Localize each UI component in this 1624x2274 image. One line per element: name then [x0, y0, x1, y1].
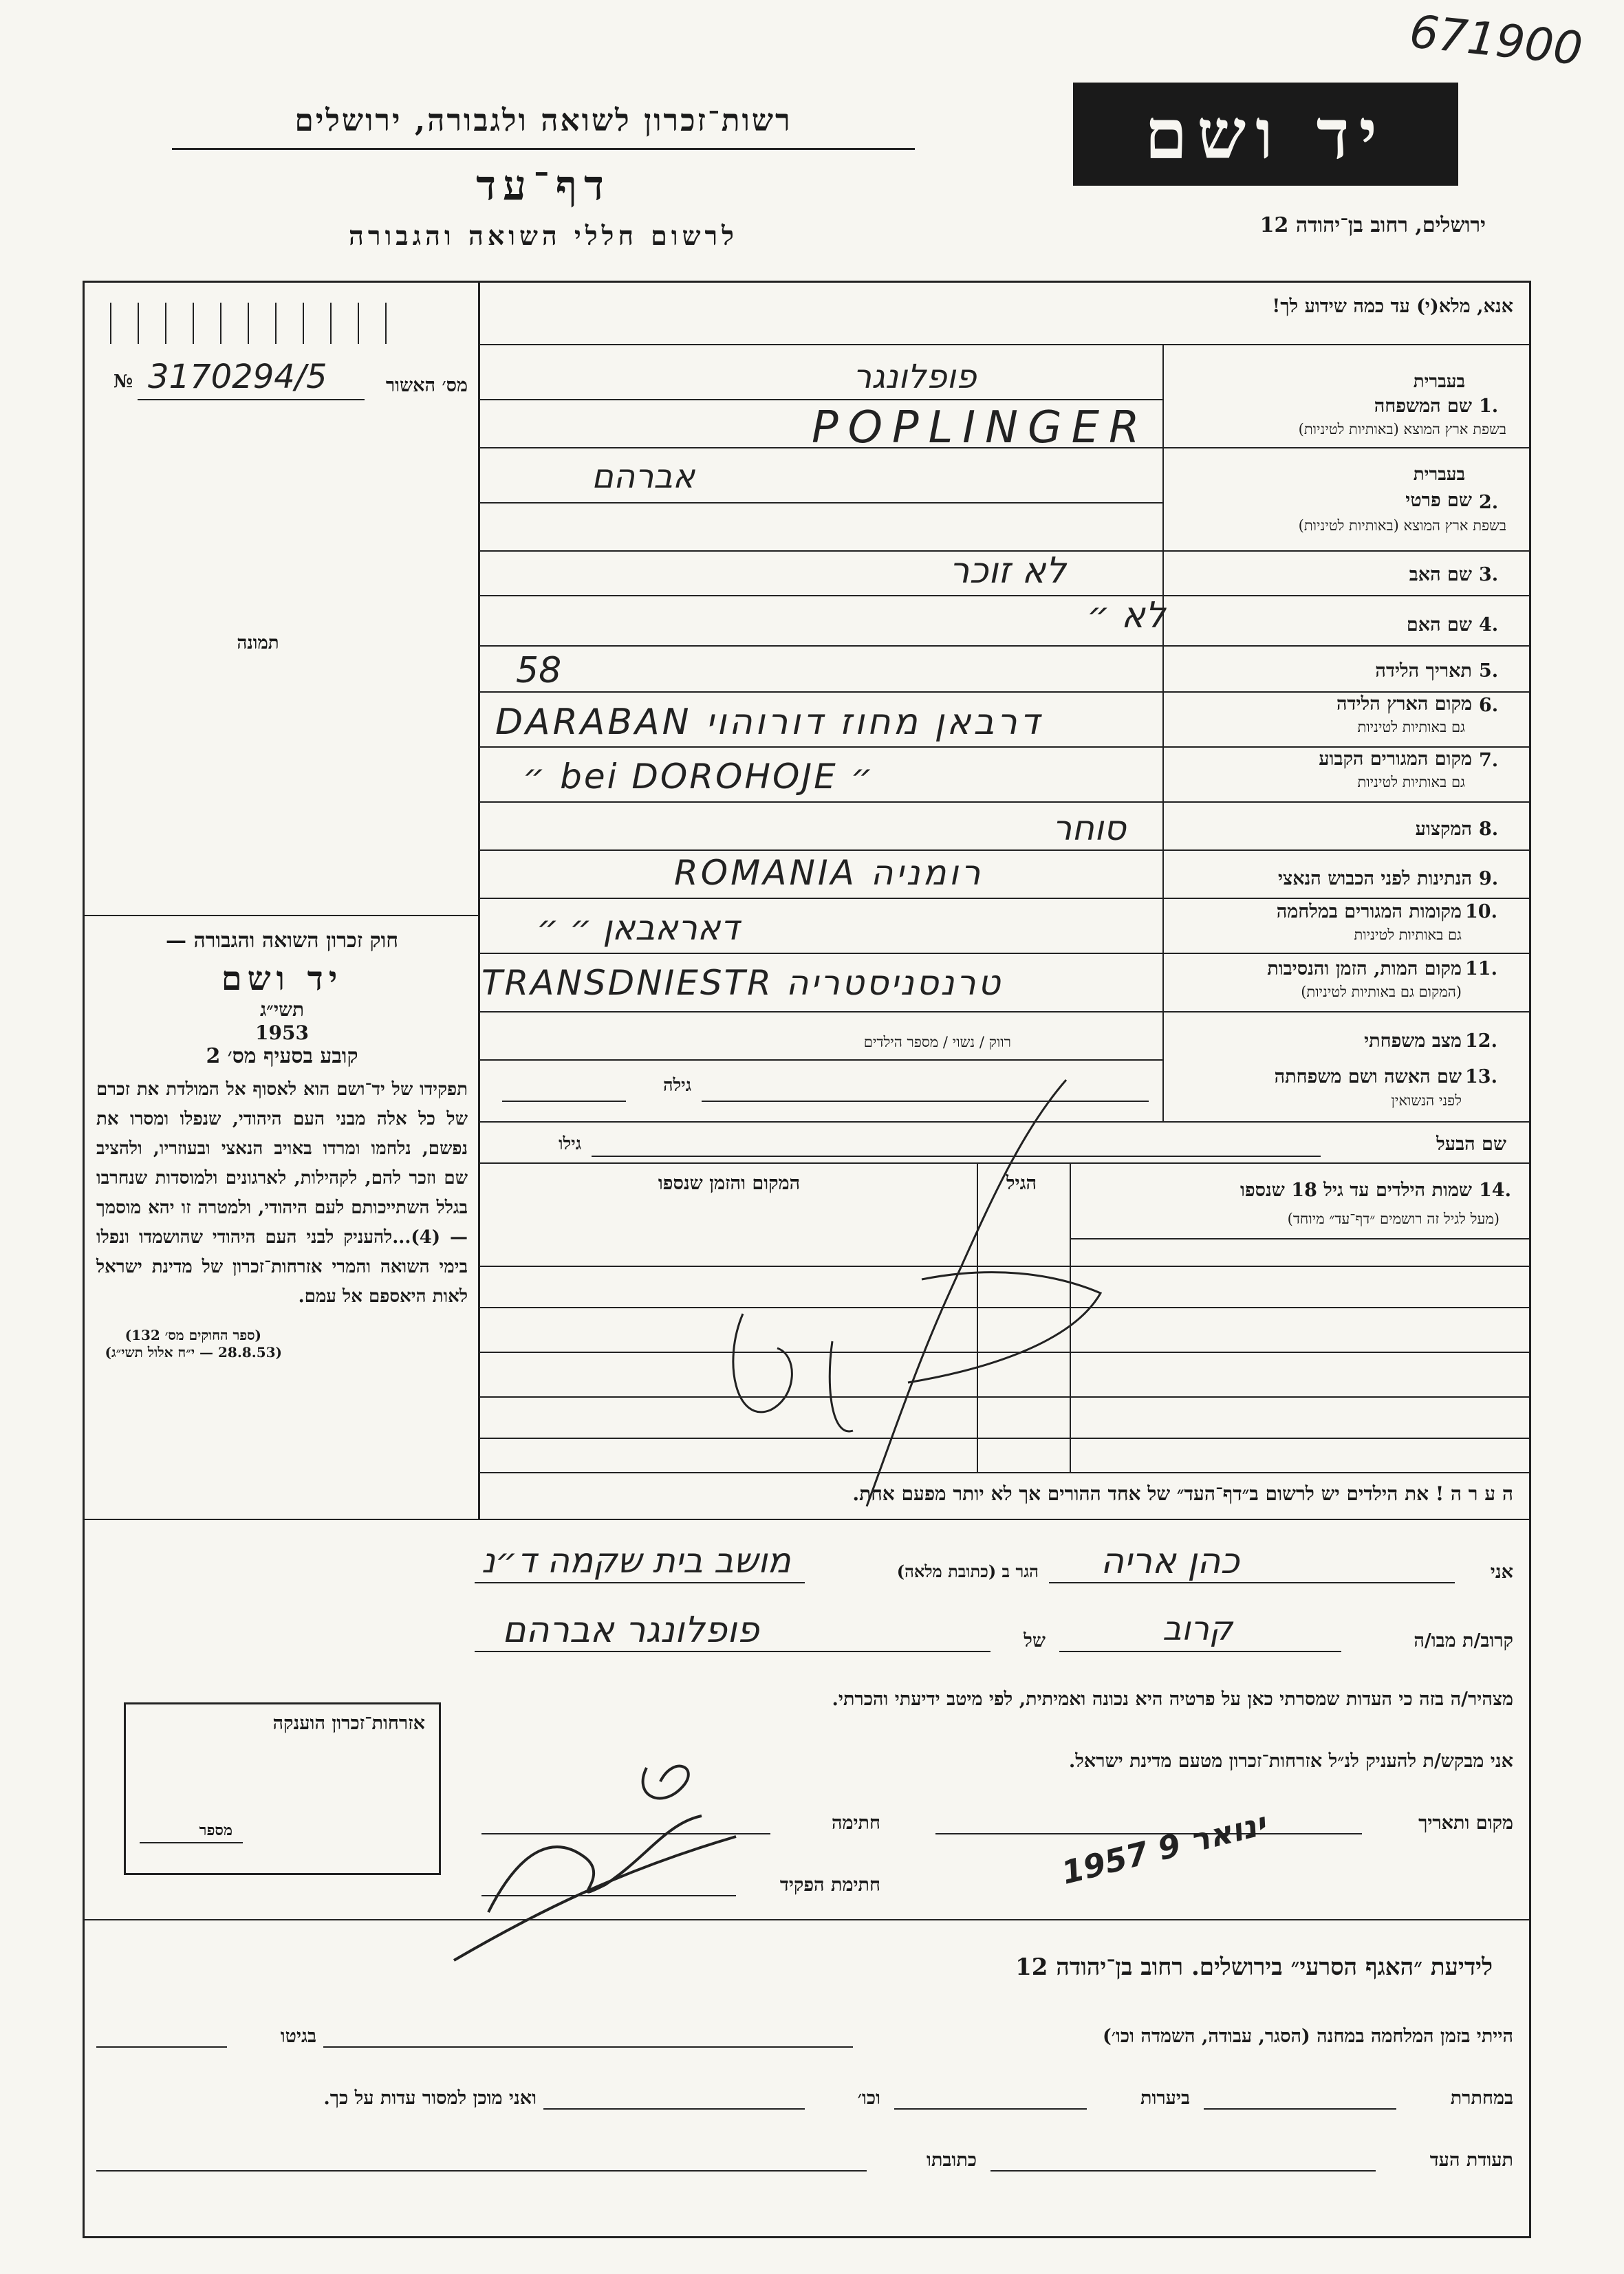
official-stroke-2	[733, 1314, 792, 1412]
field-3-number: 3.	[1479, 564, 1499, 585]
field-1-sub: בשפת ארץ המוצא (באותיות לטיניות)	[1298, 421, 1506, 437]
age2-label: גילו	[559, 1134, 581, 1154]
field-11-value: TRANSDNIESTR טרנסניסטריה	[481, 963, 1003, 1003]
field-13-number: 13.	[1465, 1066, 1497, 1087]
approval-label: מס׳ האשור	[385, 375, 468, 396]
official-signature	[660, 1066, 1142, 1513]
footer-heading: לידיעת ״האגף הסרעי״ בירושלים. רחוב בן־יהודה 12	[1015, 1953, 1493, 1981]
official-stroke-1	[867, 1080, 1066, 1506]
field-3-label: שם האב	[1409, 564, 1472, 585]
field-2-label: שם פרטי	[1405, 490, 1472, 511]
field-10-sub: גם באותיות לטיניות	[1354, 927, 1462, 943]
field-4-value: לא ״	[1087, 595, 1166, 636]
signature-stroke-1	[488, 1816, 702, 1912]
children-number: 14.	[1479, 1180, 1511, 1201]
declarant-signature	[440, 1740, 757, 1967]
footer-line2c: וכו׳	[857, 2088, 880, 2109]
field-11-sub: (המקום גם באותיות לטיניות)	[1301, 984, 1462, 1000]
citizenship-number-label: מספר	[199, 1821, 232, 1839]
field-4-label: שם האם	[1406, 614, 1472, 636]
field-6-label: מקום הארץ הלידה	[1336, 693, 1472, 715]
footer-line2b: ביערות	[1140, 2088, 1190, 2109]
header-authority: רשות־זכרון לשואה ולגבורה, ירושלים	[294, 103, 792, 138]
field-12-number: 12.	[1465, 1030, 1497, 1052]
header-title: דף־עד	[476, 162, 611, 210]
instruction: אנא, מלא(י) עד כמה שידוע לך!	[1272, 296, 1513, 317]
header-address: ירושלים, רחוב בן־יהודה 12	[1259, 213, 1486, 237]
field-9-label: הנתינות לפני הכבוש הנאצי	[1277, 868, 1472, 889]
place-date-label: מקום ותאריך	[1418, 1812, 1513, 1834]
declarant-i-label: אני	[1490, 1561, 1513, 1583]
field-1-number: 1.	[1479, 396, 1499, 417]
approval-boxes	[110, 303, 461, 344]
law-year: תשי״ג	[259, 998, 305, 1021]
field-12-label: מצב משפחתי	[1364, 1030, 1462, 1052]
field-8-number: 8.	[1479, 819, 1499, 840]
field-5-value: 58	[516, 650, 562, 691]
field-2-sub: בשפת ארץ המוצא (באותיות לטיניות)	[1298, 517, 1506, 534]
citizenship-title: אזרחות־זכרון הוענקה	[272, 1713, 425, 1734]
date-stamp: 1957 ינואר 9	[1057, 1805, 1270, 1892]
field-11-number: 11.	[1465, 958, 1497, 979]
approval-prefix: №	[113, 371, 133, 392]
field-7-number: 7.	[1479, 750, 1499, 771]
field-13-label: שם האשה ושם משפחתה	[1274, 1066, 1462, 1087]
footer-line2-end: ואני מוכן למסור עדות על כך.	[323, 2088, 537, 2109]
field-8-label: המקצוע	[1415, 819, 1472, 840]
children-sub: (מעל לגיל זה רושמים ״דף־עד״ מיוחד)	[1287, 1211, 1500, 1227]
declarant-of-label: של	[1024, 1630, 1046, 1652]
field-1-label: שם המשפחה	[1374, 396, 1472, 417]
header-subtitle: לרשום חללי השואה והגבורה	[349, 220, 738, 251]
age-label: גילה	[663, 1075, 691, 1095]
law-greg: 1953	[255, 1021, 309, 1044]
field-9-number: 9.	[1479, 868, 1499, 889]
footer-line3b: כתובתו	[927, 2150, 977, 2171]
children-label: שמות הילדים עד גיל 18 שנספו	[1240, 1180, 1472, 1201]
declarant-residing-label: הגר ב (כתובת מלאה)	[896, 1561, 1039, 1581]
field-3-value: לא זוכר	[949, 550, 1066, 592]
signature-stroke-2	[643, 1766, 689, 1799]
footer-line1: הייתי בזמן המלחמה במחנה (הסגר, עבודה, השמדה וכו׳)	[1103, 2026, 1513, 2047]
field-4-number: 4.	[1479, 614, 1499, 636]
field-5-number: 5.	[1479, 660, 1499, 682]
yad-vashem-logo	[1073, 83, 1458, 186]
declarant-relative-label: קרוב/ת מבו/ה	[1414, 1630, 1513, 1652]
official-stroke-4	[908, 1273, 1101, 1383]
footer-line2a: במחתרת	[1450, 2088, 1513, 2109]
note: ה ע ר ה ! את הילדים יש לרשום ב״דף־העד״ של אחד ההורים אך לא יותר מפעם אחת.	[852, 1482, 1513, 1505]
official-label: חתימת הפקיד	[779, 1874, 880, 1896]
field-10-number: 10.	[1465, 901, 1497, 922]
field-7-sub: גם באותיות לטיניות	[1357, 774, 1465, 790]
field-5-label: תאריך הלידה	[1375, 660, 1472, 682]
declarant-declaration: מצהיר/ה בזה כי העדות שמסרתי כאן על פרטיה היא נכונה ואמיתית, לפי מיטב ידיעתי והכרתי.	[832, 1689, 1513, 1710]
footer-line1-end: בגיטו	[280, 2026, 316, 2047]
field-6-sub: גם באותיות לטיניות	[1357, 719, 1465, 735]
law-text: תפקידו של יד־ושם הוא לאסוף אל המולדת את זכרם של כל אלה מבני העם היהודי, שנפלו ומסרו את נפשם, נלחמו ומרדו באויב הנאצי ובעוזריו, ולהציב שם וזכר להם, לקהילות, לארגונים ולמוסדות שנחרבו בגלל השתייכותם לעם היהודי, ולמטרה זו יהא מוסמך — (4)...להעניק לבני העם היהודי שהושמדו ונפלו בימי השואה והמרי אזרחות־זכרון של מדינת ישראל לאות היאספם אל עמם.	[96, 1079, 468, 1307]
official-stroke-3	[830, 1341, 853, 1431]
law-clause: קובע בסעיף מס׳ 2	[206, 1044, 358, 1068]
logo-text: יד ושם	[1145, 94, 1387, 175]
law-title: חוק זכרון השואה והגבורה —	[166, 929, 398, 953]
field-1-value-latin: POPLINGER	[812, 402, 1149, 453]
field-8-value: סוחר	[1052, 808, 1126, 848]
field-13-sub: לפני הנשואין	[1391, 1092, 1462, 1109]
declarant-address: מושב בית שקמה ד״נ	[481, 1541, 791, 1581]
photo-label: תמונה	[237, 633, 279, 653]
field-7-value: ״ bei DOROHOJE ״	[523, 757, 875, 797]
field-9-value: ROMANIA רומניה	[674, 853, 984, 893]
declarant-relation: קרוב	[1162, 1610, 1233, 1648]
hebrew-label-1: בעברית	[1413, 371, 1465, 392]
field-7-label: מקום המגורים הקבוע	[1319, 748, 1472, 770]
field-1-value-he: פופלונגר	[853, 358, 977, 396]
field-6-value: DARABAN דרבאן מחוז דורוהוי	[495, 702, 1043, 743]
field-6-number: 6.	[1479, 695, 1499, 716]
children-col-place: המקום והזמן שנספו	[658, 1173, 801, 1194]
field-11-label: מקום המות, הזמן והנסיבות	[1267, 958, 1462, 979]
declarant-name: כהן אריה	[1101, 1541, 1239, 1582]
signature-label: חתימה	[831, 1812, 880, 1834]
field-12-value: רווק / נשוי / מספר הילדים	[863, 1034, 1011, 1050]
approval-number: 3170294/5	[148, 358, 327, 396]
law-gazette-date: (28.8.53 — י״ח אלול תשי״ג)	[105, 1344, 282, 1361]
field-2-number: 2.	[1479, 492, 1499, 513]
law-block	[96, 929, 468, 1361]
husband-label: שם הבעל	[1436, 1134, 1506, 1155]
citizenship-box	[124, 1702, 441, 1875]
catalog-number: 671900	[1407, 5, 1585, 76]
law-gazette: (ספר החוקים מס׳ 132)	[124, 1327, 261, 1343]
footer-line3a: תעודת העד	[1429, 2150, 1513, 2171]
hebrew-label-2: בעברית	[1413, 464, 1465, 485]
field-10-label: מקומות המגורים במלחמה	[1276, 901, 1462, 922]
declarant-of-name: פופלונגר אברהם	[502, 1610, 759, 1651]
children-col-age: הגיל	[1006, 1173, 1037, 1194]
law-logo: יד ושם	[221, 960, 343, 998]
declarant-request: אני מבקש/ת להעניק לנ״ל אזרחות־זכרון מטעם מדינת ישראל.	[1068, 1751, 1513, 1772]
field-10-value: דאראבאן ״ ״	[537, 908, 739, 948]
field-2-value-he: אברהם	[592, 457, 695, 496]
